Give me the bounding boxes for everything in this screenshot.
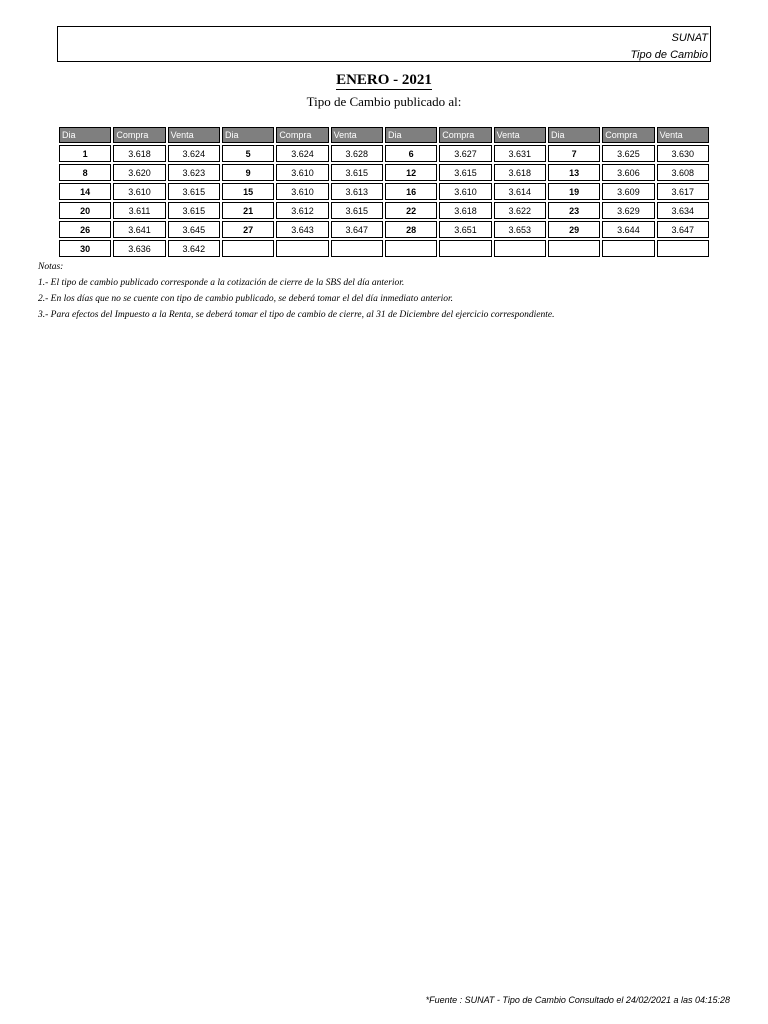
column-header: Venta xyxy=(168,127,220,143)
cell-compra: 3.627 xyxy=(439,145,491,162)
column-header: Dia xyxy=(385,127,437,143)
cell-venta: 3.608 xyxy=(657,164,709,181)
cell-venta: 3.615 xyxy=(168,183,220,200)
note-item: 3.- Para efectos del Impuesto a la Renta, se deberá tomar el tipo de cambio de cierre, al 31 de Diciembre del ejercicio correspondiente. xyxy=(38,310,555,320)
table-row xyxy=(59,164,709,181)
cell-compra: 3.615 xyxy=(439,164,491,181)
notes xyxy=(38,262,738,326)
table-row xyxy=(59,145,709,162)
cell-venta: 3.614 xyxy=(494,183,546,200)
column-header: Compra xyxy=(113,127,165,143)
cell-dia: 30 xyxy=(59,240,111,257)
table-row xyxy=(59,240,709,257)
cell-dia xyxy=(548,240,600,257)
cell-compra xyxy=(276,240,328,257)
cell-dia: 20 xyxy=(59,202,111,219)
page-title-text: ENERO - 2021 xyxy=(336,72,432,88)
cell-dia xyxy=(222,240,274,257)
column-header: Venta xyxy=(494,127,546,143)
cell-dia: 15 xyxy=(222,183,274,200)
cell-compra: 3.643 xyxy=(276,221,328,238)
cell-compra xyxy=(439,240,491,257)
cell-venta: 3.622 xyxy=(494,202,546,219)
cell-dia: 21 xyxy=(222,202,274,219)
cell-dia: 28 xyxy=(385,221,437,238)
cell-venta: 3.618 xyxy=(494,164,546,181)
cell-compra: 3.629 xyxy=(602,202,654,219)
cell-venta: 3.647 xyxy=(331,221,383,238)
cell-venta: 3.634 xyxy=(657,202,709,219)
table-row xyxy=(59,202,709,219)
cell-dia: 16 xyxy=(385,183,437,200)
page-subtitle: Tipo de Cambio publicado al: xyxy=(306,94,462,109)
cell-compra: 3.636 xyxy=(113,240,165,257)
cell-dia: 5 xyxy=(222,145,274,162)
cell-venta: 3.647 xyxy=(657,221,709,238)
header-box xyxy=(57,26,711,62)
cell-venta: 3.613 xyxy=(331,183,383,200)
column-header: Dia xyxy=(222,127,274,143)
cell-venta: 3.631 xyxy=(494,145,546,162)
cell-venta: 3.615 xyxy=(168,202,220,219)
table-row xyxy=(59,221,709,238)
table-row xyxy=(59,183,709,200)
table-body xyxy=(59,145,709,257)
cell-compra: 3.610 xyxy=(113,183,165,200)
note-item: 1.- El tipo de cambio publicado corresponde a la cotización de cierre de la SBS del día anterior. xyxy=(38,278,405,288)
column-header: Dia xyxy=(548,127,600,143)
cell-venta: 3.628 xyxy=(331,145,383,162)
cell-compra: 3.606 xyxy=(602,164,654,181)
cell-dia xyxy=(385,240,437,257)
cell-venta: 3.623 xyxy=(168,164,220,181)
cell-dia: 8 xyxy=(59,164,111,181)
note-item: 2.- En los días que no se cuente con tipo de cambio publicado, se deberá tomar el del día inmediato anterior. xyxy=(38,294,454,304)
cell-dia: 9 xyxy=(222,164,274,181)
cell-venta: 3.617 xyxy=(657,183,709,200)
cell-venta xyxy=(494,240,546,257)
cell-compra: 3.651 xyxy=(439,221,491,238)
cell-dia: 7 xyxy=(548,145,600,162)
cell-compra: 3.611 xyxy=(113,202,165,219)
cell-compra: 3.644 xyxy=(602,221,654,238)
cell-venta: 3.645 xyxy=(168,221,220,238)
column-header: Compra xyxy=(276,127,328,143)
cell-dia: 27 xyxy=(222,221,274,238)
cell-dia: 23 xyxy=(548,202,600,219)
table-header-row xyxy=(59,127,709,143)
cell-compra: 3.624 xyxy=(276,145,328,162)
cell-compra: 3.625 xyxy=(602,145,654,162)
cell-compra: 3.618 xyxy=(439,202,491,219)
cell-dia: 19 xyxy=(548,183,600,200)
exchange-rate-table xyxy=(57,125,711,259)
cell-compra: 3.612 xyxy=(276,202,328,219)
cell-venta xyxy=(331,240,383,257)
source-footer: *Fuente : SUNAT - Tipo de Cambio Consultado el 24/02/2021 a las 04:15:28 xyxy=(425,995,730,1005)
cell-dia: 6 xyxy=(385,145,437,162)
column-header: Dia xyxy=(59,127,111,143)
cell-compra: 3.641 xyxy=(113,221,165,238)
cell-compra xyxy=(602,240,654,257)
cell-dia: 26 xyxy=(59,221,111,238)
cell-compra: 3.618 xyxy=(113,145,165,162)
column-header: Venta xyxy=(657,127,709,143)
header-org: SUNAT xyxy=(671,32,708,44)
cell-dia: 12 xyxy=(385,164,437,181)
notes-heading: Notas: xyxy=(38,262,64,272)
cell-venta: 3.642 xyxy=(168,240,220,257)
cell-compra: 3.620 xyxy=(113,164,165,181)
cell-dia: 22 xyxy=(385,202,437,219)
cell-venta xyxy=(657,240,709,257)
cell-venta: 3.653 xyxy=(494,221,546,238)
column-header: Compra xyxy=(602,127,654,143)
cell-dia: 1 xyxy=(59,145,111,162)
cell-dia: 13 xyxy=(548,164,600,181)
cell-venta: 3.615 xyxy=(331,164,383,181)
cell-compra: 3.609 xyxy=(602,183,654,200)
column-header: Venta xyxy=(331,127,383,143)
cell-dia: 14 xyxy=(59,183,111,200)
cell-compra: 3.610 xyxy=(276,183,328,200)
cell-venta: 3.624 xyxy=(168,145,220,162)
cell-dia: 29 xyxy=(548,221,600,238)
cell-venta: 3.630 xyxy=(657,145,709,162)
cell-venta: 3.615 xyxy=(331,202,383,219)
cell-compra: 3.610 xyxy=(439,183,491,200)
page-title xyxy=(0,72,768,89)
cell-compra: 3.610 xyxy=(276,164,328,181)
header-subtitle: Tipo de Cambio xyxy=(630,49,708,61)
column-header: Compra xyxy=(439,127,491,143)
